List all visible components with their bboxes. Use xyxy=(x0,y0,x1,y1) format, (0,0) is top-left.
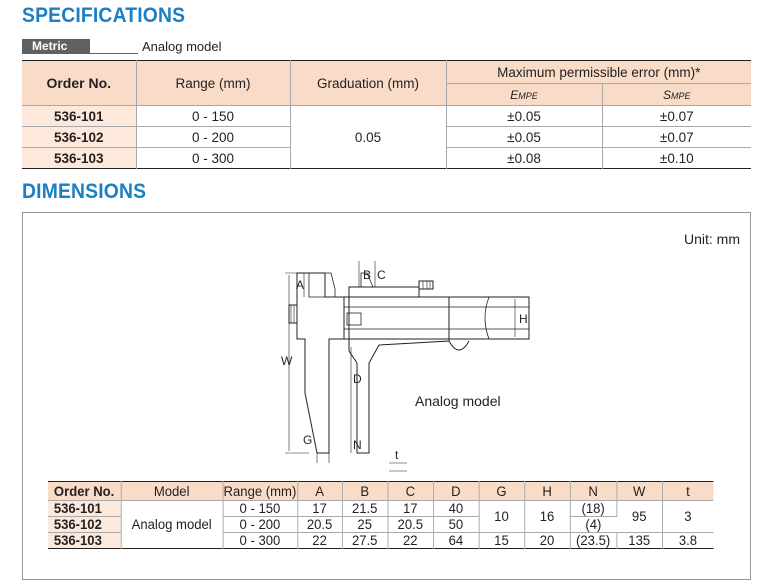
dimensions-table xyxy=(48,481,713,549)
g-cell: 10 xyxy=(479,501,525,533)
d-cell: 50 xyxy=(433,517,479,533)
caliper-beam xyxy=(344,297,529,339)
specifications-title: SPECIFICATIONS xyxy=(22,4,186,27)
label-A: A xyxy=(296,278,305,292)
h-cell: 16 xyxy=(524,501,570,533)
header-model: Model xyxy=(121,482,223,501)
label-H: H xyxy=(519,312,528,326)
metric-model-label: Analog model xyxy=(142,38,222,54)
header-t: t xyxy=(662,482,713,501)
n-cell: (4) xyxy=(570,517,617,533)
h-cell: 20 xyxy=(524,533,570,549)
header-range: Range (mm) xyxy=(223,483,297,499)
label-G: G xyxy=(303,433,313,447)
break-line xyxy=(485,297,489,339)
n-cell: (18) xyxy=(570,501,617,517)
n-cell: (23.5) xyxy=(570,533,617,549)
header-H: H xyxy=(524,482,570,501)
metric-divider xyxy=(90,39,138,54)
t-cell: 3.8 xyxy=(662,533,713,549)
header-graduation: Graduation (mm) xyxy=(290,61,446,106)
label-N: N xyxy=(353,438,362,452)
header-G: G xyxy=(479,482,525,501)
clamp-screw-left xyxy=(289,305,297,323)
metric-label-row xyxy=(22,38,222,54)
range-cell: 0 - 150 xyxy=(223,501,298,517)
unit-label: Unit: mm xyxy=(684,231,740,247)
range-cell: 0 - 200 xyxy=(136,127,290,148)
e-mpe-cell: ±0.08 xyxy=(446,148,602,169)
label-W: W xyxy=(281,354,293,368)
range-cell: 0 - 300 xyxy=(223,533,298,549)
b-cell: 27.5 xyxy=(342,533,388,549)
table-row xyxy=(48,501,713,517)
header-e-mpe: EMPE xyxy=(446,84,602,106)
header-N: N xyxy=(570,482,617,501)
header-order-no: Order No. xyxy=(22,61,136,106)
order-no-cell: 536-101 xyxy=(48,501,121,517)
dimensions-panel xyxy=(22,212,751,580)
caliper-drawing xyxy=(249,253,529,462)
header-D: D xyxy=(433,482,479,501)
a-cell: 22 xyxy=(297,533,342,549)
header-s-mpe: SMPE xyxy=(602,84,751,106)
d-cell: 64 xyxy=(433,533,479,549)
header-A: A xyxy=(297,482,342,501)
slider-jaw xyxy=(349,287,449,453)
b-cell: 21.5 xyxy=(342,501,388,517)
dimensions-title: DIMENSIONS xyxy=(22,180,147,203)
d-cell: 40 xyxy=(433,501,479,517)
s-mpe-cell: ±0.10 xyxy=(602,148,751,169)
thumb-roller xyxy=(449,341,469,350)
range-cell: 0 - 300 xyxy=(136,148,290,169)
b-cell: 25 xyxy=(342,517,388,533)
c-cell: 20.5 xyxy=(388,517,434,533)
metric-tag: Metric xyxy=(22,39,90,54)
s-mpe-cell: ±0.07 xyxy=(602,106,751,127)
c-cell: 17 xyxy=(388,501,434,517)
w-cell: 135 xyxy=(616,533,662,549)
e-mpe-cell: ±0.05 xyxy=(446,106,602,127)
header-C: C xyxy=(388,482,434,501)
a-cell: 20.5 xyxy=(297,517,342,533)
label-t: t xyxy=(395,448,399,462)
fixed-jaw xyxy=(297,273,344,453)
order-no-cell: 536-103 xyxy=(48,533,121,549)
t-cell: 3 xyxy=(662,501,713,533)
header-W: W xyxy=(616,482,662,501)
drawing-model-label: Analog model xyxy=(415,393,501,409)
label-B: B xyxy=(363,268,372,282)
order-no-cell: 536-102 xyxy=(22,127,136,148)
a-cell: 17 xyxy=(297,501,342,517)
range-cell: 0 - 150 xyxy=(136,106,290,127)
header-range: Range (mm) xyxy=(136,61,290,106)
header-B: B xyxy=(342,482,388,501)
label-C: C xyxy=(377,268,386,282)
header-order-no: Order No. xyxy=(48,482,121,501)
e-mpe-cell: ±0.05 xyxy=(446,127,602,148)
s-mpe-cell: ±0.07 xyxy=(602,127,751,148)
slider-knob xyxy=(419,281,433,289)
table-row xyxy=(22,106,751,127)
order-no-cell: 536-102 xyxy=(48,517,121,533)
label-D: D xyxy=(353,372,362,386)
header-max-error: Maximum permissible error (mm)* xyxy=(446,61,751,84)
model-cell: Analog model xyxy=(121,501,223,549)
g-cell: 15 xyxy=(479,533,525,549)
range-cell: 0 - 200 xyxy=(223,517,298,533)
order-no-cell: 536-101 xyxy=(22,106,136,127)
specifications-table xyxy=(22,60,751,169)
graduation-cell: 0.05 xyxy=(290,106,446,169)
w-cell: 95 xyxy=(616,501,662,533)
dimensions-header-row xyxy=(48,482,713,501)
c-cell: 22 xyxy=(388,533,434,549)
order-no-cell: 536-103 xyxy=(22,148,136,169)
